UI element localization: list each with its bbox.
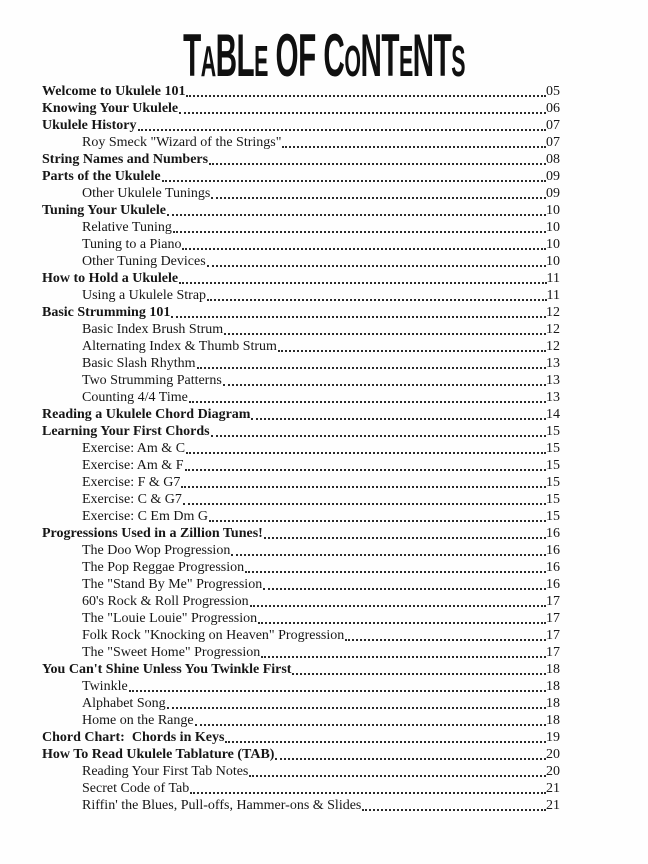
toc-entry-label: Counting 4/4 Time	[82, 390, 188, 405]
toc-entry-page: 18	[546, 662, 560, 677]
dot-leader	[207, 265, 546, 267]
dot-leader	[345, 639, 546, 641]
toc-entry-page: 17	[546, 645, 560, 660]
dot-leader	[185, 469, 547, 471]
dot-leader	[186, 452, 546, 454]
toc-entry	[42, 270, 560, 287]
toc-entry-page: 19	[546, 730, 560, 745]
toc-entry-page: 10	[546, 203, 560, 218]
toc-entry-page: 06	[546, 101, 560, 116]
toc-entry-page: 21	[546, 798, 560, 813]
toc-entry	[42, 287, 560, 304]
toc-entry	[42, 491, 560, 508]
toc-entry-page: 05	[546, 84, 560, 99]
dot-leader	[282, 146, 546, 148]
dot-leader	[258, 622, 546, 624]
toc-entry-page: 15	[546, 424, 560, 439]
toc-entry-label: Tuning to a Piano	[82, 237, 182, 252]
toc-entry-label: Reading a Ukulele Chord Diagram	[42, 407, 251, 422]
toc-list	[42, 83, 560, 814]
dot-leader	[181, 486, 546, 488]
toc-entry-label: Twinkle	[82, 679, 128, 694]
dot-leader	[138, 129, 547, 131]
toc-entry-page: 20	[546, 764, 560, 779]
toc-entry	[42, 202, 560, 219]
toc-entry	[42, 576, 560, 593]
toc-entry	[42, 440, 560, 457]
toc-entry-label: Relative Tuning	[82, 220, 172, 235]
dot-leader	[129, 690, 546, 692]
dot-leader	[278, 350, 546, 352]
toc-entry-label: Exercise: F & G7	[82, 475, 181, 490]
dot-leader	[195, 724, 546, 726]
dot-leader	[179, 112, 546, 114]
toc-entry	[42, 627, 560, 644]
toc-entry-page: 11	[546, 288, 560, 303]
toc-entry	[42, 457, 560, 474]
toc-entry-page: 10	[546, 237, 560, 252]
toc-entry-page: 16	[546, 577, 560, 592]
toc-entry-label: How to Hold a Ukulele	[42, 271, 179, 286]
toc-entry-label: The "Stand By Me" Progression	[82, 577, 263, 592]
toc-entry-page: 12	[546, 322, 560, 337]
dot-leader	[292, 673, 546, 675]
toc-entry-page: 15	[546, 475, 560, 490]
toc-entry	[42, 678, 560, 695]
toc-entry	[42, 304, 560, 321]
toc-entry-label: Secret Code of Tab	[82, 781, 190, 796]
dot-leader	[186, 95, 546, 97]
dot-leader	[207, 299, 546, 301]
toc-entry-page: 12	[546, 339, 560, 354]
toc-entry-label: Learning Your First Chords	[42, 424, 210, 439]
toc-entry	[42, 389, 560, 406]
toc-entry-label: Two Strumming Patterns	[82, 373, 222, 388]
dot-leader	[162, 180, 546, 182]
toc-entry	[42, 508, 560, 525]
toc-entry-label: Folk Rock "Knocking on Heaven" Progression	[82, 628, 345, 643]
toc-entry-label: Other Ukulele Tunings	[82, 186, 211, 201]
toc-entry-page: 15	[546, 441, 560, 456]
dot-leader	[263, 588, 546, 590]
toc-entry	[42, 117, 560, 134]
toc-entry-label: How To Read Ukulele Tablature (TAB)	[42, 747, 275, 762]
toc-entry-page: 11	[546, 271, 560, 286]
toc-entry-page: 10	[546, 254, 560, 269]
toc-entry-label: Roy Smeck "Wizard of the Strings"	[82, 135, 282, 150]
toc-entry-label: Welcome to Ukulele 101	[42, 84, 186, 99]
toc-entry-label: 60's Rock & Roll Progression	[82, 594, 249, 609]
dot-leader	[261, 656, 546, 658]
dot-leader	[251, 418, 546, 420]
toc-entry	[42, 406, 560, 423]
toc-entry-label: Tuning Your Ukulele	[42, 203, 166, 218]
dot-leader	[209, 520, 546, 522]
toc-entry-label: Chord Chart: Chords in Keys	[42, 730, 225, 745]
toc-entry-page: 21	[546, 781, 560, 796]
toc-entry	[42, 610, 560, 627]
dot-leader	[209, 163, 546, 165]
toc-entry	[42, 746, 560, 763]
toc-entry	[42, 780, 560, 797]
toc-entry-label: Ukulele History	[42, 118, 137, 133]
toc-entry-label: Reading Your First Tab Notes	[82, 764, 249, 779]
dot-leader	[249, 775, 546, 777]
toc-entry-label: Basic Slash Rhythm	[82, 356, 196, 371]
toc-entry-label: The "Louie Louie" Progression	[82, 611, 258, 626]
dot-leader	[362, 809, 546, 811]
dot-leader	[223, 384, 546, 386]
toc-entry-label: Knowing Your Ukulele	[42, 101, 179, 116]
toc-entry-page: 09	[546, 169, 560, 184]
dot-leader	[167, 707, 546, 709]
toc-entry	[42, 712, 560, 729]
toc-entry	[42, 355, 560, 372]
toc-entry	[42, 644, 560, 661]
dot-leader	[264, 537, 546, 539]
dot-leader	[211, 197, 546, 199]
toc-entry-page: 17	[546, 628, 560, 643]
toc-entry-label: Exercise: Am & C	[82, 441, 186, 456]
toc-entry-page: 17	[546, 594, 560, 609]
toc-entry-label: Riffin' the Blues, Pull-offs, Hammer-ons & Slides	[82, 798, 362, 813]
toc-entry	[42, 695, 560, 712]
dot-leader	[225, 741, 546, 743]
toc-entry-page: 16	[546, 560, 560, 575]
dot-leader	[190, 792, 546, 794]
dot-leader	[231, 554, 546, 556]
toc-entry-page: 14	[546, 407, 560, 422]
toc-entry-page: 15	[546, 458, 560, 473]
toc-entry	[42, 474, 560, 491]
dot-leader	[182, 248, 546, 250]
toc-entry-label: Basic Strumming 101	[42, 305, 171, 320]
toc-entry-label: The Doo Wop Progression	[82, 543, 231, 558]
toc-entry	[42, 525, 560, 542]
toc-entry-page: 18	[546, 679, 560, 694]
toc-entry	[42, 134, 560, 151]
toc-entry-page: 09	[546, 186, 560, 201]
toc-entry-label: You Can't Shine Unless You Twinkle First	[42, 662, 292, 677]
dot-leader	[173, 231, 546, 233]
toc-entry-page: 15	[546, 492, 560, 507]
dot-leader	[179, 282, 546, 284]
toc-entry-label: The Pop Reggae Progression	[82, 560, 245, 575]
dot-leader	[250, 605, 546, 607]
dot-leader	[183, 503, 546, 505]
toc-entry-page: 07	[546, 135, 560, 150]
toc-entry	[42, 661, 560, 678]
toc-entry-label: Home on the Range	[82, 713, 194, 728]
toc-entry	[42, 542, 560, 559]
toc-entry-label: Exercise: Am & F	[82, 458, 184, 473]
toc-entry	[42, 219, 560, 236]
toc-entry	[42, 253, 560, 270]
toc-entry-label: Alphabet Song	[82, 696, 166, 711]
toc-entry-label: Basic Index Brush Strum	[82, 322, 224, 337]
toc-entry	[42, 593, 560, 610]
dot-leader	[245, 571, 546, 573]
dot-leader	[167, 214, 546, 216]
toc-entry-label: Exercise: C & G7	[82, 492, 182, 507]
toc-entry	[42, 321, 560, 338]
toc-entry	[42, 559, 560, 576]
toc-entry-label: Parts of the Ukulele	[42, 169, 161, 184]
toc-entry-label: Progressions Used in a Zillion Tunes!	[42, 526, 263, 541]
toc-entry-page: 15	[546, 509, 560, 524]
toc-entry	[42, 763, 560, 780]
toc-entry-page: 13	[546, 373, 560, 388]
toc-entry-label: Alternating Index & Thumb Strum	[82, 339, 277, 354]
toc-entry	[42, 100, 560, 117]
toc-entry-label: Exercise: C Em Dm G	[82, 509, 208, 524]
toc-entry	[42, 797, 560, 814]
toc-entry-page: 08	[546, 152, 560, 167]
toc-entry-label: Using a Ukulele Strap	[82, 288, 207, 303]
toc-entry	[42, 372, 560, 389]
dot-leader	[197, 367, 546, 369]
toc-entry-label: The "Sweet Home" Progression	[82, 645, 261, 660]
toc-entry-page: 20	[546, 747, 560, 762]
dot-leader	[275, 758, 546, 760]
toc-entry	[42, 729, 560, 746]
toc-entry-page: 18	[546, 713, 560, 728]
dot-leader	[189, 401, 546, 403]
toc-entry-page: 07	[546, 118, 560, 133]
toc-entry-page: 17	[546, 611, 560, 626]
toc-entry	[42, 236, 560, 253]
toc-entry-page: 10	[546, 220, 560, 235]
toc-entry-label: String Names and Numbers	[42, 152, 209, 167]
dot-leader	[224, 333, 546, 335]
toc-entry	[42, 423, 560, 440]
toc-entry-page: 13	[546, 390, 560, 405]
toc-entry	[42, 151, 560, 168]
toc-entry-page: 18	[546, 696, 560, 711]
toc-entry	[42, 338, 560, 355]
toc-entry	[42, 185, 560, 202]
toc-entry-page: 13	[546, 356, 560, 371]
dot-leader	[171, 316, 546, 318]
toc-entry-page: 16	[546, 526, 560, 541]
toc-entry-page: 12	[546, 305, 560, 320]
toc-entry	[42, 168, 560, 185]
toc-entry-label: Other Tuning Devices	[82, 254, 206, 269]
toc-entry-page: 16	[546, 543, 560, 558]
toc-entry	[42, 83, 560, 100]
dot-leader	[211, 435, 546, 437]
page-title: TABLE OF CONTENTS	[183, 21, 465, 90]
